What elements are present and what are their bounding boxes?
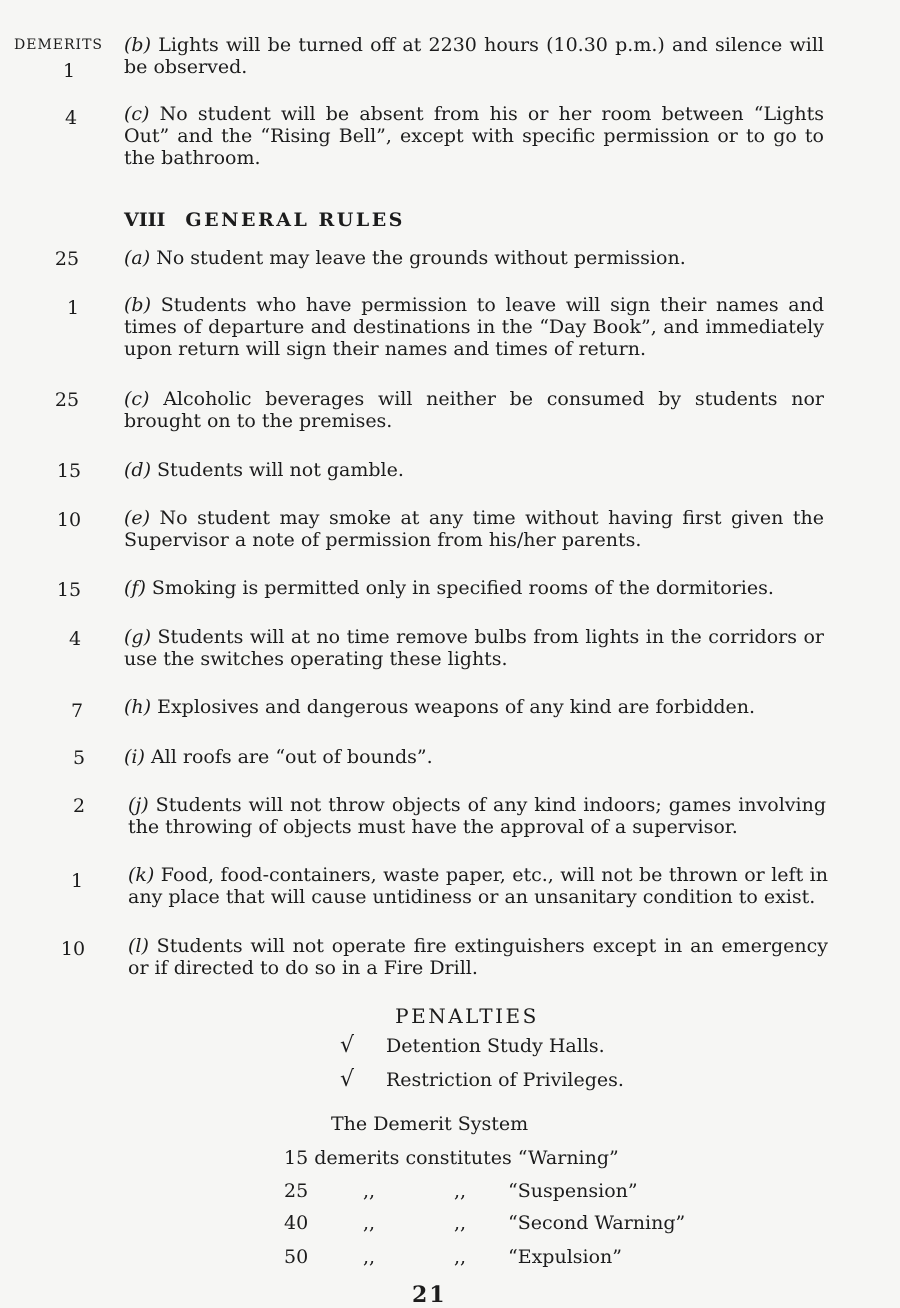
section-title: GENERAL RULES xyxy=(185,209,405,231)
rule-text: (c) Alcoholic beverages will neither be consumed by students nor brought on to the premises. xyxy=(124,388,824,432)
rule-text: (c) No student will be absent from his or her room between “Lights Out” and the “Rising Bell”, except with specific permission or to go to the bathroom. xyxy=(124,103,824,169)
threshold-number: 50 xyxy=(284,1246,309,1268)
penalty-item xyxy=(340,1033,605,1058)
rule-text: (f) Smoking is permitted only in specified rooms of the dormitories. xyxy=(124,577,774,599)
threshold-number: 25 xyxy=(284,1180,309,1202)
ditto-mark: ,, xyxy=(363,1246,376,1268)
penalty-item xyxy=(340,1067,624,1092)
demerit-value: 10 xyxy=(56,509,82,531)
demerit-value: 4 xyxy=(68,628,82,650)
demerit-value: 15 xyxy=(56,579,82,601)
demerit-value: 25 xyxy=(54,248,80,270)
threshold-number: 40 xyxy=(284,1212,309,1234)
demerit-value: 10 xyxy=(60,938,86,960)
demerit-value: 2 xyxy=(72,795,86,817)
demerit-value: 1 xyxy=(62,60,76,82)
demerits-column-label: DEMERITS xyxy=(14,37,103,53)
demerit-value: 25 xyxy=(54,389,80,411)
ditto-mark: ,, xyxy=(454,1180,467,1202)
rule-text: (h) Explosives and dangerous weapons of any kind are forbidden. xyxy=(124,696,756,718)
rule-text: (g) Students will at no time remove bulbs from lights in the corridors or use the switches operating these lights. xyxy=(124,626,824,670)
rule-text: (k) Food, food-containers, waste paper, etc., will not be thrown or left in any place that will cause untidiness or an unsanitary condition to exist. xyxy=(128,864,828,908)
demerit-value: 15 xyxy=(56,460,82,482)
demerit-value: 1 xyxy=(66,297,80,319)
threshold-label: “Suspension” xyxy=(508,1180,638,1202)
rule-text: (d) Students will not gamble. xyxy=(124,459,404,481)
rule-text: (e) No student may smoke at any time without having first given the Supervisor a note of permission from his/her parents. xyxy=(124,507,824,551)
threshold-label: “Second Warning” xyxy=(508,1212,686,1234)
penalties-heading: PENALTIES xyxy=(395,1004,539,1028)
demerit-value: 7 xyxy=(70,700,84,722)
page-number: 21 xyxy=(412,1282,447,1308)
rule-text: (i) All roofs are “out of bounds”. xyxy=(124,746,433,768)
penalty-label: Restriction of Privileges. xyxy=(386,1069,624,1091)
rule-text: (a) No student may leave the grounds without permission. xyxy=(124,247,686,269)
demerit-value: 5 xyxy=(72,747,86,769)
demerit-system-heading: The Demerit System xyxy=(331,1113,529,1135)
rule-text: (j) Students will not throw objects of any kind indoors; games involving the throwing of objects must have the approval of a supervisor. xyxy=(128,794,826,838)
threshold-label: “Expulsion” xyxy=(508,1246,622,1268)
rule-text: (l) Students will not operate fire extinguishers except in an emergency or if directed to do so in a Fire Drill. xyxy=(128,935,828,979)
check-mark-icon: √ xyxy=(340,1067,355,1092)
ditto-mark: ,, xyxy=(454,1212,467,1234)
rule-text: (b) Lights will be turned off at 2230 hours (10.30 p.m.) and silence will be observed. xyxy=(124,34,824,78)
demerit-value: 4 xyxy=(64,107,78,129)
demerit-value: 1 xyxy=(70,870,84,892)
demerit-threshold-first: 15 demerits constitutes “Warning” xyxy=(284,1147,619,1169)
rule-text: (b) Students who have permission to leave will sign their names and times of departure and destinations in the “Day Book”, and immediately upon return will sign their names and times of return. xyxy=(124,294,824,360)
check-mark-icon: √ xyxy=(340,1033,355,1058)
ditto-mark: ,, xyxy=(454,1246,467,1268)
ditto-mark: ,, xyxy=(363,1180,376,1202)
penalty-label: Detention Study Halls. xyxy=(386,1035,605,1057)
section-heading xyxy=(124,209,405,231)
ditto-mark: ,, xyxy=(363,1212,376,1234)
section-number: VIII xyxy=(124,209,166,231)
